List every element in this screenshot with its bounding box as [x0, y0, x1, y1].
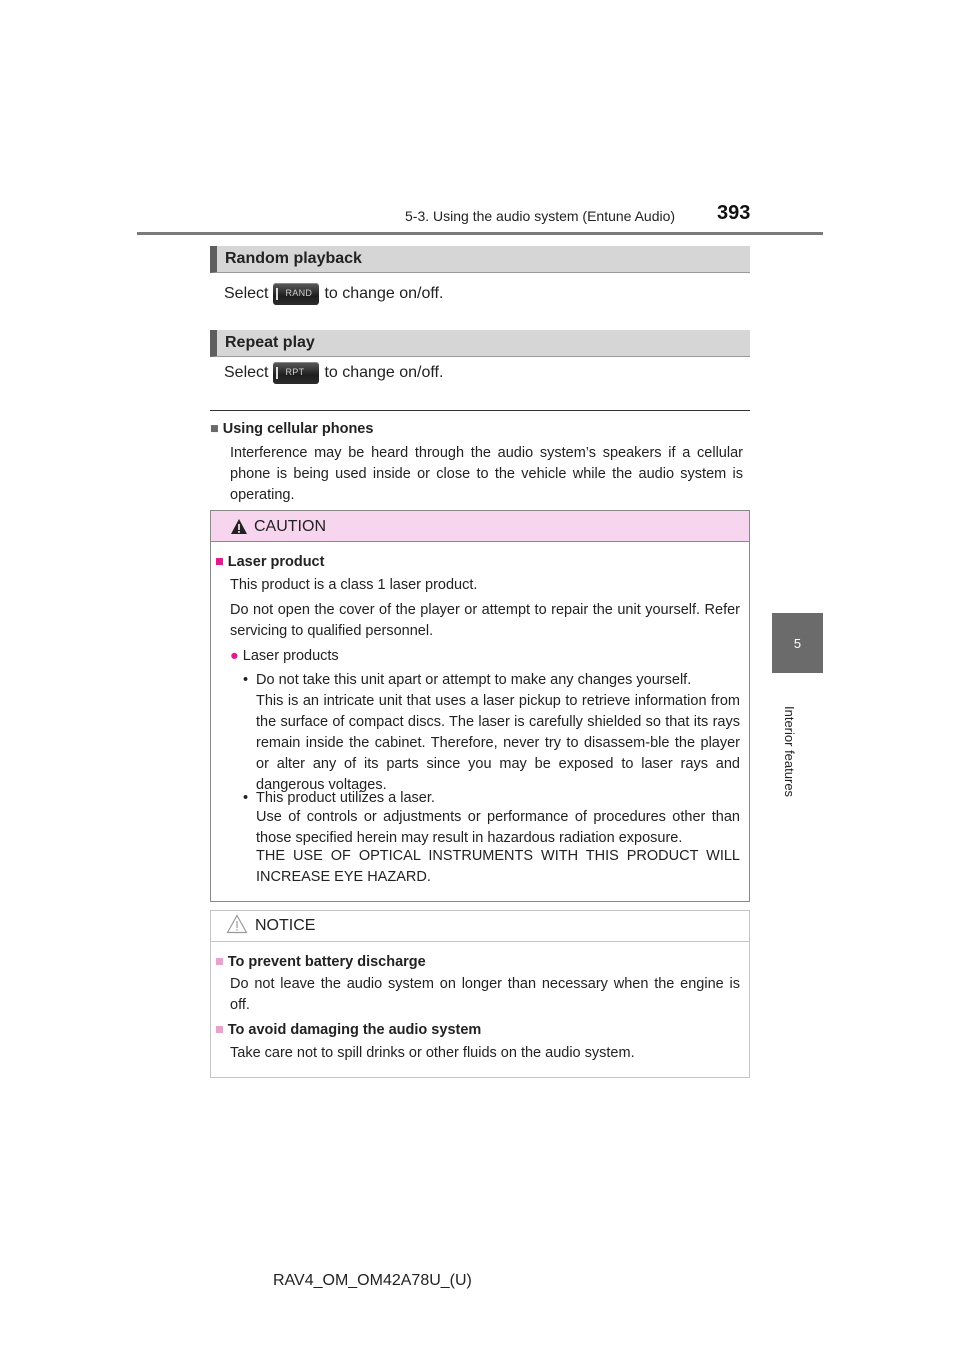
battery-heading [215, 952, 426, 973]
bullet-2-marker: • [243, 790, 249, 806]
notice-divider [211, 941, 749, 942]
bullet-2-rest2: THE USE OF OPTICAL INSTRUMENTS WITH THIS PRODUCT WILL INCREASE EYE HAZARD. [256, 848, 740, 885]
repeat-instruction [224, 362, 443, 384]
rpt-button [273, 362, 319, 384]
section-title: 5-3. Using the audio system (Entune Audio) [405, 208, 676, 224]
chapter-number: 5 [793, 635, 802, 651]
bullet-2-first: This product utilizes a laser. [256, 790, 435, 806]
laser-heading-text: Laser product [227, 554, 325, 570]
square-bullet: ■ [215, 954, 224, 970]
bullet-2-rest1: Use of controls or adjustments or performance of procedures other than those specified herein may result in hazardous radiation exposure. [256, 809, 740, 846]
chapter-tab [772, 613, 823, 673]
repeat-select-suffix: to change on/off. [324, 364, 444, 381]
cellular-body: Interference may be heard through the audio system’s speakers if a cellular phone is being used inside or close to the vehicle while the audio system is operating. [230, 445, 743, 503]
bullet-1-first: Do not take this unit apart or attempt to make any changes yourself. [256, 672, 692, 688]
laser-line-1: This product is a class 1 laser product. [230, 577, 478, 593]
laser-products-text: Laser products [242, 648, 339, 664]
cellular-heading-text: Using cellular phones [222, 421, 374, 437]
random-heading-text: Random playback [225, 250, 362, 267]
battery-heading-text: To prevent battery discharge [227, 954, 426, 970]
document-code: RAV4_OM_OM42A78U_(U) [273, 1272, 472, 1289]
audio-damage-heading [215, 1020, 481, 1041]
laser-products-heading [230, 646, 339, 667]
random-playback-heading [210, 246, 750, 273]
square-bullet: ■ [215, 554, 224, 570]
caution-title: CAUTION [254, 518, 326, 535]
laser-product-heading [215, 552, 324, 573]
page-number: 393 [717, 202, 751, 224]
chapter-label: Interior features [782, 706, 797, 798]
random-select-prefix: Select [224, 285, 269, 302]
battery-body: Do not leave the audio system on longer than necessary when the engine is off. [230, 976, 740, 1013]
repeat-play-heading [210, 330, 750, 357]
laser-line-2: Do not open the cover of the player or attempt to repair the unit yourself. Refer servicing to qualified personnel. [230, 602, 740, 639]
random-instruction [224, 283, 443, 305]
header-divider [137, 232, 823, 235]
rpt-button-label: RPT [285, 367, 305, 377]
repeat-select-prefix: Select [224, 364, 269, 381]
square-bullet: ■ [210, 421, 219, 437]
rand-button [273, 283, 319, 305]
rand-button-label: RAND [285, 288, 313, 298]
cellular-heading [210, 421, 373, 437]
warning-triangle-icon [230, 518, 248, 535]
notice-triangle-icon [226, 914, 248, 934]
bullet-1-rest: This is an intricate unit that uses a laser pickup to retrieve information from the surface of compact discs. The laser is carefully shielded so that its rays remain inside the cabinet. Therefore, never try to disassem-ble the player or alter any of its parts since you may be exposed to laser rays and dangerous voltages. [256, 693, 740, 793]
section-divider [210, 410, 750, 411]
random-select-suffix: to change on/off. [324, 285, 444, 302]
audio-damage-heading-text: To avoid damaging the audio system [227, 1022, 482, 1038]
square-bullet: ■ [215, 1022, 224, 1038]
bullet-1-marker: • [243, 672, 249, 688]
notice-title: NOTICE [255, 917, 316, 934]
audio-damage-body: Take care not to spill drinks or other fluids on the audio system. [230, 1045, 635, 1061]
circle-bullet: ● [230, 648, 239, 664]
repeat-heading-text: Repeat play [225, 334, 315, 351]
